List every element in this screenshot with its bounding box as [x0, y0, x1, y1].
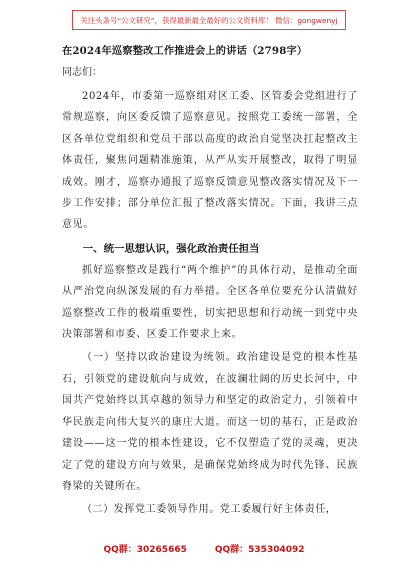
footer-contacts	[0, 542, 408, 558]
body-paragraph: 抓好巡察整改是践行“两个维护”的具体行动，是推动全面从严治党向纵深发展的有力举措。全区各单位要充分认清做好巡察整改工作的极端重要性，切实把思想和行动统一到党中央决策部署和市委、区委工作要求上来。	[62, 264, 358, 341]
qq-group-2: QQ群：535304092	[214, 545, 305, 555]
salutation: 同志们：	[62, 67, 102, 78]
promo-banner-text: 关注头条号“公文研究”，获得最新最全最好的公文资料库！ 微信：gongwenyj	[80, 15, 338, 25]
intro-paragraph: 2024年，市委第一巡察组对区工委、区管委会党组进行了常规巡察，向区委反馈了巡察意见。按照党工委统一部署，全区各单位党组织和党员干部以高度的政治自觉坚决扛起整改主体责任，聚焦问题精准施策，从严从实开展整改，取得了明显成效。刚才，巡察办通报了巡察反馈意见整改落实情况及下一步工作安排；部分单位汇报了整改落实情况。下面，我讲三点意见。	[62, 91, 358, 231]
document-page	[62, 44, 358, 544]
body-paragraph: （二）发挥党工委领导作用。党工委履行好主体责任，	[82, 504, 337, 516]
qq-group-1: QQ群：30265665	[103, 545, 187, 555]
document-body	[62, 86, 358, 521]
document-title: 在2024年巡察整改工作推进会上的讲话（2798字）	[62, 45, 308, 57]
promo-banner	[72, 10, 346, 30]
body-paragraph: （一）坚持以政治建设为统领。政治建设是党的根本性基石，引领党的建设航向与成效，在波澜壮阔的历史长河中，中国共产党始终以其卓越的领导力和坚定的政治定力，引领着中华民族走向伟大复兴的康庄大道。而这一切的基石，正是政治建设——这一党的根本性建设，它不仅塑造了党的灵魂，更决定了党的建设方向与效果，是确保党始终成为时代先锋、民族脊梁的关键所在。	[62, 352, 358, 492]
section-heading: 一、统一思想认识，强化政治责任担当	[82, 242, 260, 255]
